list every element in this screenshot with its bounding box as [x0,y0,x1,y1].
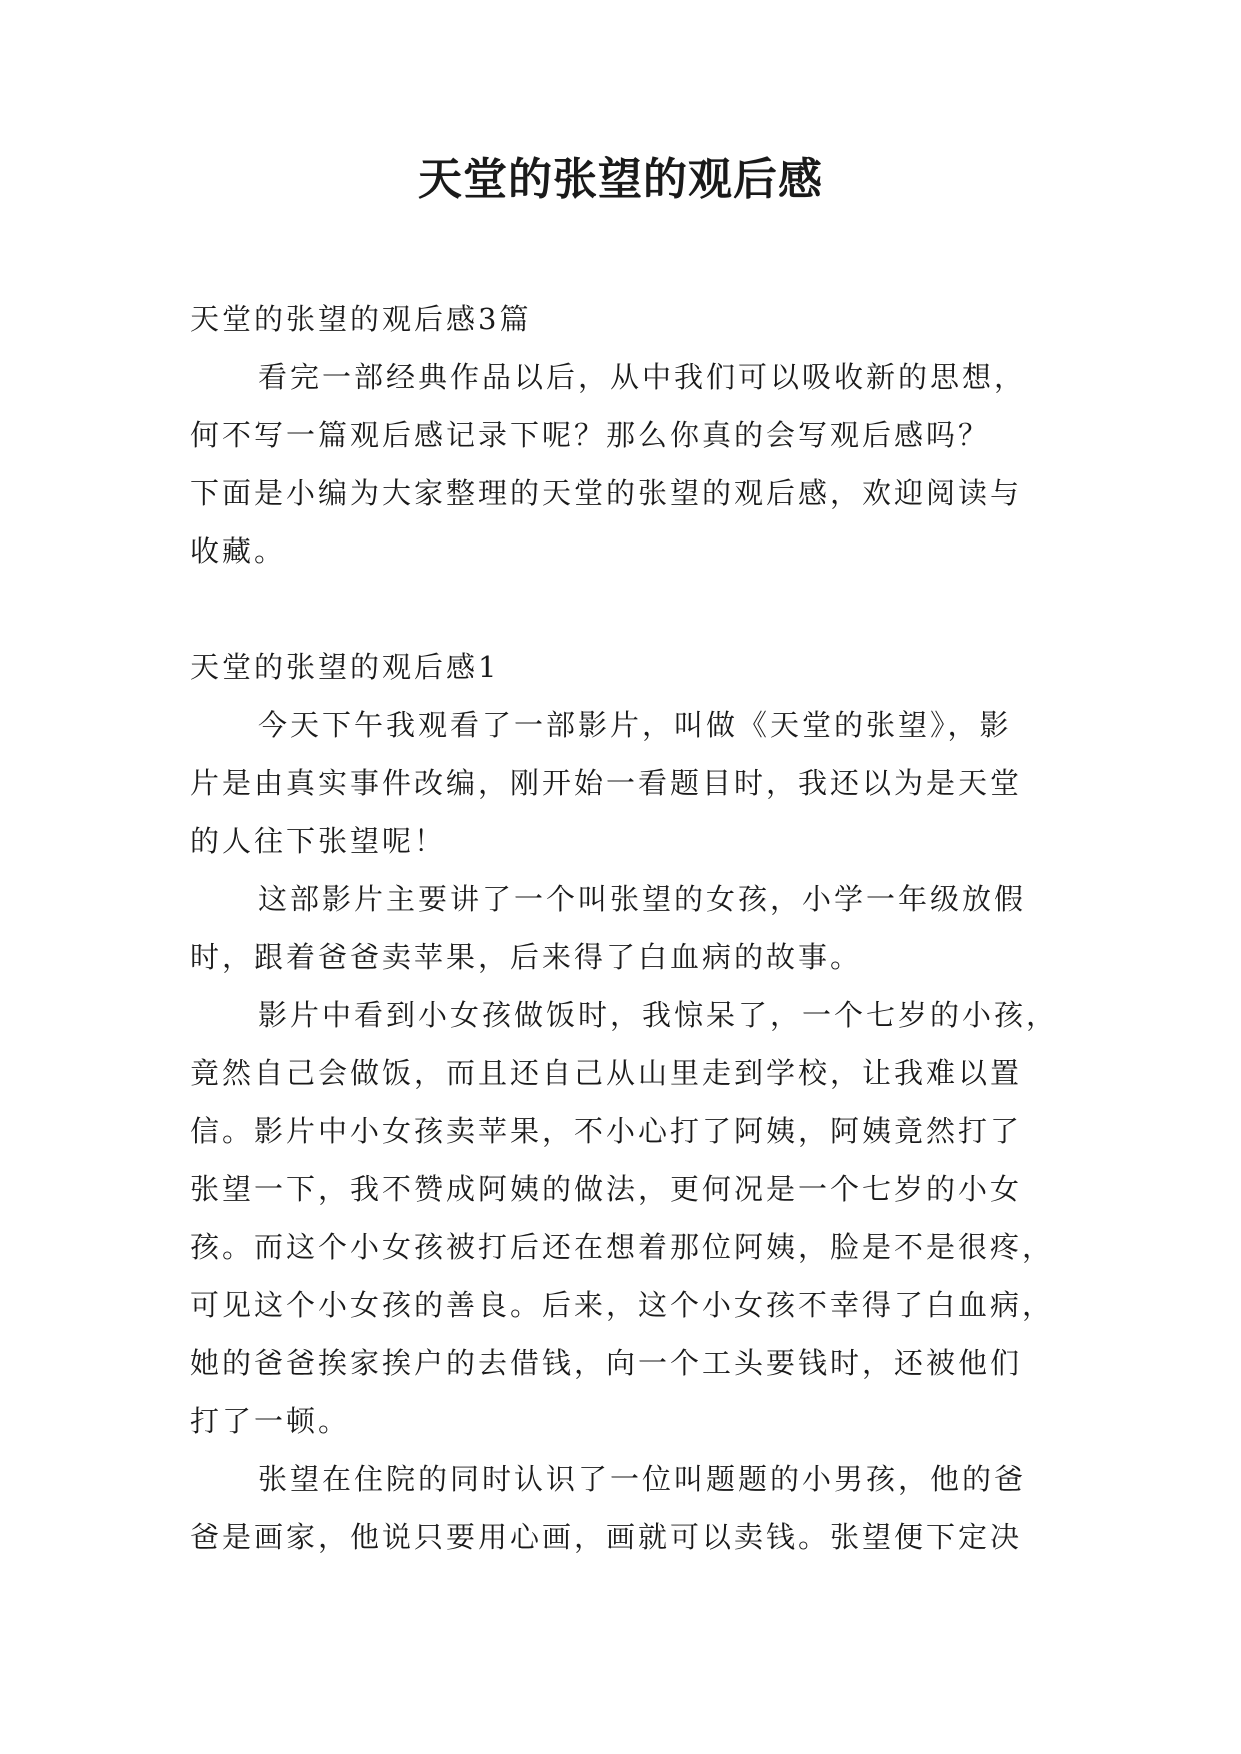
paragraph-line: 信。影片中小女孩卖苹果，不小心打了阿姨，阿姨竟然打了 [190,1114,1023,1148]
document-body [190,290,1060,1566]
body-paragraph-1 [190,696,1060,870]
paragraph-line: 这部影片主要讲了一个叫张望的女孩，小学一年级放假 [258,882,1027,916]
paragraph-line: 孩。而这个小女孩被打后还在想着那位阿姨，脸是不是很疼， [190,1230,1055,1264]
paragraph-line: 今天下午我观看了一部影片，叫做《天堂的张望》，影 [258,708,1012,742]
intro-line: 收藏。 [190,534,287,568]
paragraph-line: 张望在住院的同时认识了一位叫题题的小男孩，他的爸 [258,1462,1027,1496]
body-paragraph-2 [190,870,1060,986]
intro-paragraph [190,348,1060,580]
paragraph-line: 张望一下，我不赞成阿姨的做法，更何况是一个七岁的小女 [190,1172,1023,1206]
paragraph-line: 爸是画家，他说只要用心画，画就可以卖钱。张望便下定决 [190,1520,1023,1554]
subtitle: 天堂的张望的观后感3篇 [190,302,532,336]
intro-line: 何不写一篇观后感记录下呢？那么你真的会写观后感吗？ [190,418,991,452]
paragraph-line: 时，跟着爸爸卖苹果，后来得了白血病的故事。 [190,940,863,974]
paragraph-line: 可见这个小女孩的善良。后来，这个小女孩不幸得了白血病， [190,1288,1055,1322]
paragraph-line: 打了一顿。 [190,1404,351,1438]
intro-line: 下面是小编为大家整理的天堂的张望的观后感，欢迎阅读与 [190,476,1023,510]
paragraph-line: 影片中看到小女孩做饭时，我惊呆了，一个七岁的小孩， [258,998,1059,1032]
body-paragraph-3 [190,986,1060,1450]
body-paragraph-4 [190,1450,1060,1566]
paragraph-line: 片是由真实事件改编，刚开始一看题目时，我还以为是天堂 [190,766,1023,800]
paragraph-line: 她的爸爸挨家挨户的去借钱，向一个工头要钱时，还被他们 [190,1346,1023,1380]
document-title: 天堂的张望的观后感 [418,154,823,205]
paragraph-line: 竟然自己会做饭，而且还自己从山里走到学校，让我难以置 [190,1056,1023,1090]
paragraph-line: 的人往下张望呢！ [190,824,447,858]
paragraph-spacer [190,580,1060,638]
section-heading: 天堂的张望的观后感1 [190,650,500,684]
intro-line: 看完一部经典作品以后，从中我们可以吸收新的思想， [258,360,1027,394]
